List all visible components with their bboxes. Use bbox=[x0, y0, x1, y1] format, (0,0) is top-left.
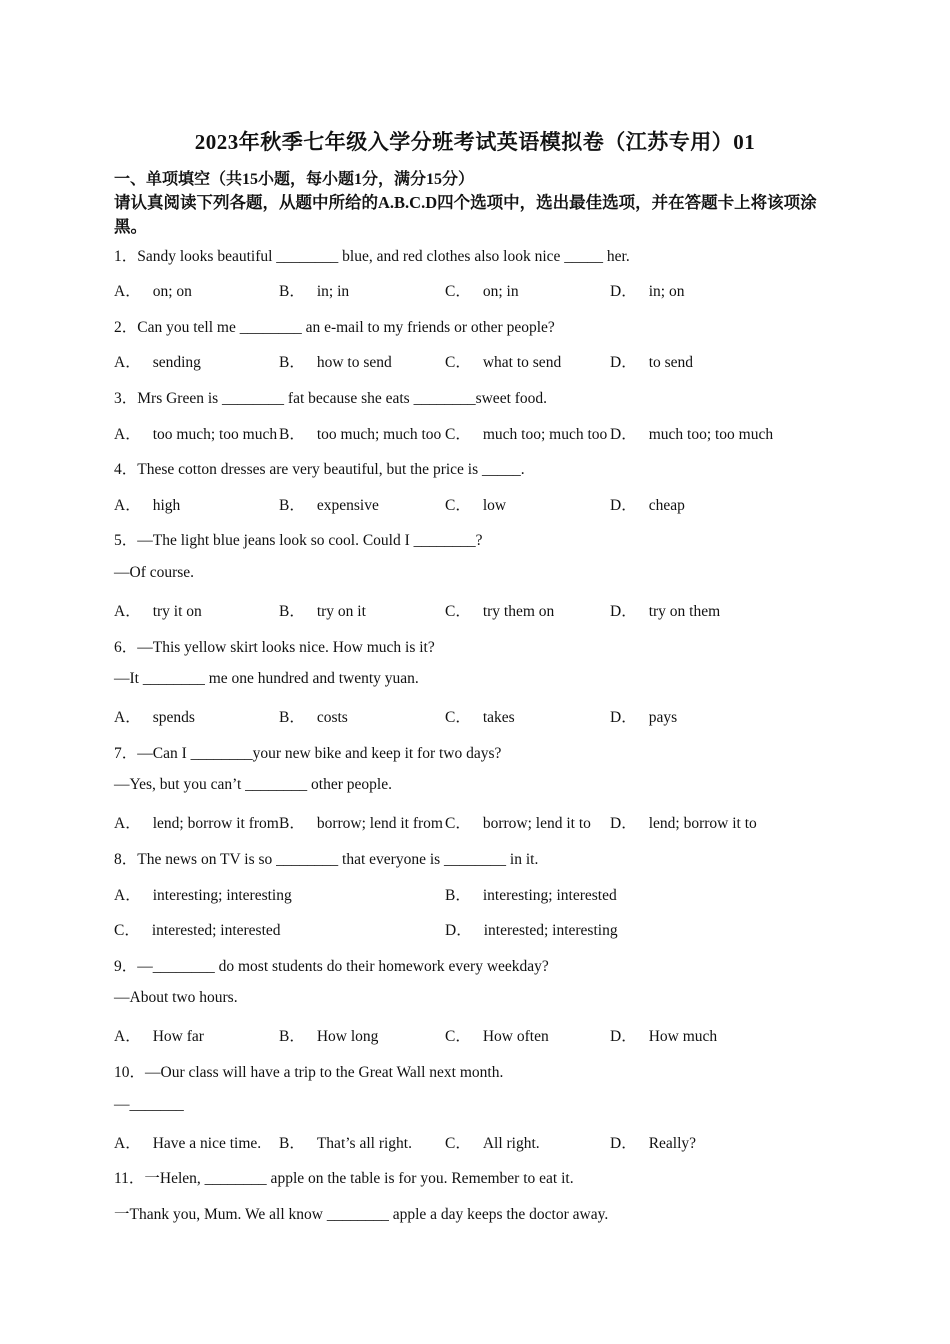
question-7-options bbox=[114, 811, 834, 833]
question-11: 11．一Helen, ________ apple on the table is for you. Remember to eat it. bbox=[114, 1170, 574, 1187]
option-a: A． interesting; interesting bbox=[114, 887, 292, 904]
option-c: C． How often bbox=[445, 1028, 549, 1045]
option-d: D． How much bbox=[610, 1028, 718, 1045]
question-1-options bbox=[114, 279, 834, 301]
option-d: D． interested; interesting bbox=[445, 922, 618, 939]
option-c: C． takes bbox=[445, 709, 515, 726]
option-d: D． in; on bbox=[610, 283, 685, 300]
question-10-reply: —_______ bbox=[114, 1096, 184, 1113]
question-5-reply: —Of course. bbox=[114, 564, 195, 581]
question-2-options bbox=[114, 350, 834, 372]
option-c: C． on; in bbox=[445, 283, 519, 300]
option-a: A． on; on bbox=[114, 283, 192, 300]
question-9-options bbox=[114, 1024, 834, 1046]
option-d: D． try on them bbox=[610, 603, 721, 620]
option-a: A． sending bbox=[114, 354, 201, 371]
option-a: A． spends bbox=[114, 709, 195, 726]
option-b: B． too much; much too bbox=[279, 426, 442, 443]
option-c: C． borrow; lend it to bbox=[445, 815, 591, 832]
option-c: C． much too; much too bbox=[445, 426, 608, 443]
question-3-options bbox=[114, 422, 834, 444]
question-2: 2．Can you tell me ________ an e-mail to my friends or other people? bbox=[114, 319, 555, 336]
option-d: D． much too; too much bbox=[610, 426, 774, 443]
option-c: C． All right. bbox=[445, 1135, 540, 1152]
option-d: D． pays bbox=[610, 709, 678, 726]
question-11-reply: 一Thank you, Mum. We all know ________ apple a day keeps the doctor away. bbox=[114, 1206, 609, 1223]
question-7-reply: —Yes, but you can’t ________ other people. bbox=[114, 776, 392, 793]
option-a: A． too much; too much bbox=[114, 426, 278, 443]
option-c: C． what to send bbox=[445, 354, 562, 371]
question-6-reply: —It ________ me one hundred and twenty yuan. bbox=[114, 670, 419, 687]
question-9-reply: —About two hours. bbox=[114, 989, 238, 1006]
option-c: C． low bbox=[445, 497, 507, 514]
instruction-text: 请认真阅读下列各题，从题中所给的A.B.C.D四个选项中，选出最佳选项，并在答题卡上将该项涂黑。 bbox=[114, 193, 817, 236]
question-4: 4．These cotton dresses are very beautiful, but the price is _____. bbox=[114, 461, 525, 478]
option-a: A． high bbox=[114, 497, 181, 514]
option-d: D． Really? bbox=[610, 1135, 697, 1152]
question-8-options-row1 bbox=[114, 883, 834, 905]
question-1: 1．Sandy looks beautiful ________ blue, and red clothes also look nice _____ her. bbox=[114, 248, 630, 265]
option-c: C． interested; interested bbox=[114, 922, 281, 939]
page-title: 2023年秋季七年级入学分班考试英语模拟卷（江苏专用）01 bbox=[194, 130, 756, 154]
question-10-options bbox=[114, 1131, 834, 1153]
question-6: 6．—This yellow skirt looks nice. How much is it? bbox=[114, 639, 435, 656]
option-a: A． How far bbox=[114, 1028, 204, 1045]
question-10: 10．—Our class will have a trip to the Great Wall next month. bbox=[114, 1064, 504, 1081]
question-5: 5．—The light blue jeans look so cool. Could I ________? bbox=[114, 532, 483, 549]
question-8: 8．The news on TV is so ________ that everyone is ________ in it. bbox=[114, 851, 539, 868]
option-b: B． expensive bbox=[279, 497, 379, 514]
question-4-options bbox=[114, 493, 834, 515]
option-a: A． try it on bbox=[114, 603, 202, 620]
option-b: B． How long bbox=[279, 1028, 379, 1045]
option-d: D． cheap bbox=[610, 497, 685, 514]
option-b: B． how to send bbox=[279, 354, 392, 371]
option-a: A． Have a nice time. bbox=[114, 1135, 262, 1152]
question-8-options-row2 bbox=[114, 918, 834, 940]
option-b: B． borrow; lend it from bbox=[279, 815, 443, 832]
option-b: B． That’s all right. bbox=[279, 1135, 412, 1152]
option-b: B． costs bbox=[279, 709, 348, 726]
section-heading: 一、单项填空（共15小题，每小题1分，满分15分） bbox=[114, 171, 475, 188]
question-7: 7．—Can I ________your new bike and keep it for two days? bbox=[114, 745, 502, 762]
question-3: 3．Mrs Green is ________ fat because she eats ________sweet food. bbox=[114, 390, 548, 407]
option-b: B． in; in bbox=[279, 283, 350, 300]
question-5-options bbox=[114, 599, 834, 621]
question-6-options bbox=[114, 705, 834, 727]
option-d: D． lend; borrow it to bbox=[610, 815, 757, 832]
option-c: C． try them on bbox=[445, 603, 555, 620]
option-b: B． interesting; interested bbox=[445, 887, 617, 904]
option-b: B． try on it bbox=[279, 603, 366, 620]
option-d: D． to send bbox=[610, 354, 694, 371]
question-9: 9．—________ do most students do their homework every weekday? bbox=[114, 958, 549, 975]
option-a: A． lend; borrow it from bbox=[114, 815, 279, 832]
